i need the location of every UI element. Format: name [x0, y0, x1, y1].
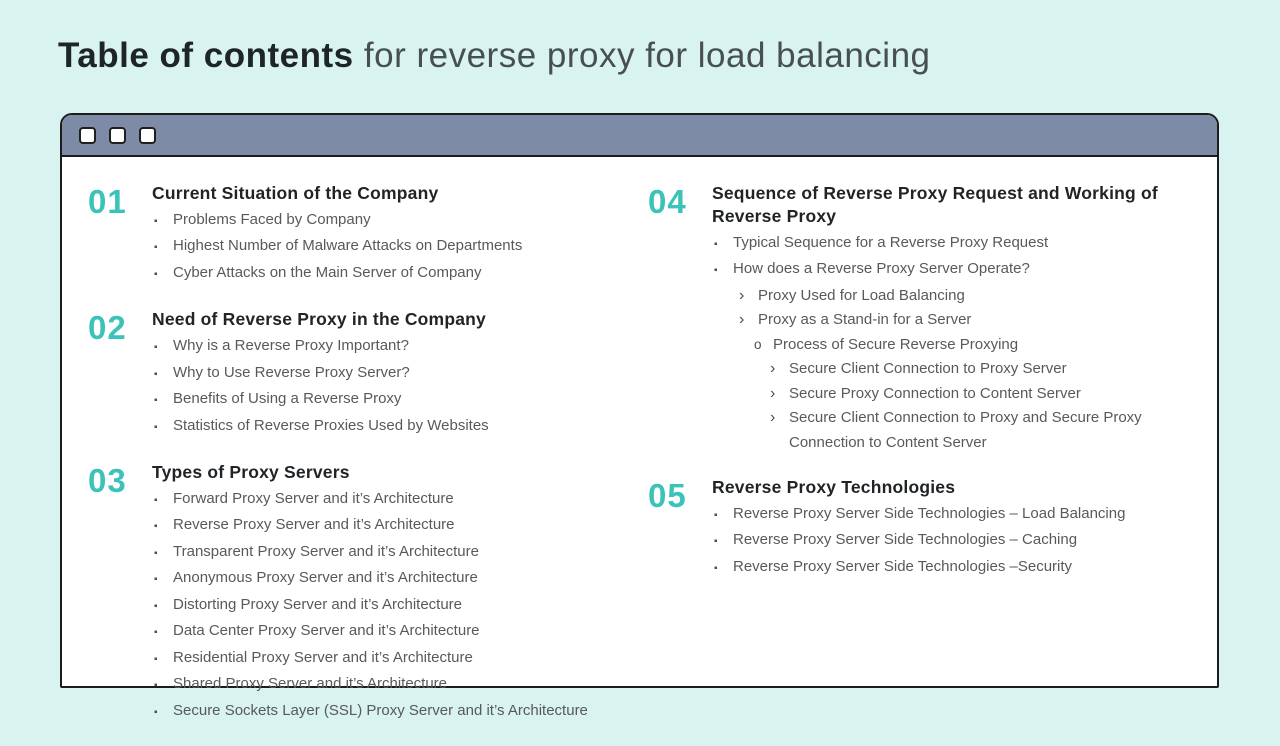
- section-list: [152, 334, 648, 440]
- chevron-bullet-icon: ›: [770, 384, 776, 402]
- toc-section: [88, 308, 648, 440]
- toc-item: [154, 646, 648, 673]
- toc-item-text: Secure Client Connection to Proxy and Secure Proxy Connection to Content Server: [789, 409, 1142, 451]
- section-body: [152, 461, 648, 725]
- toc-item: [154, 208, 648, 235]
- page-title-subtitle: for reverse proxy for load balancing: [353, 36, 931, 75]
- toc-item-text: Data Center Proxy Server and it’s Architecture: [173, 622, 480, 640]
- window-titlebar: [62, 115, 1217, 157]
- toc-item: [154, 593, 648, 620]
- section-list: [152, 487, 648, 726]
- toc-item: [154, 672, 648, 699]
- window-control-icon[interactable]: [139, 127, 156, 144]
- toc-column-right: [648, 182, 1209, 746]
- toc-item: [714, 528, 1209, 555]
- toc-item: [154, 234, 648, 261]
- square-bullet-icon: ▪: [154, 368, 158, 380]
- toc-item: [154, 566, 648, 593]
- circle-bullet-icon: o: [754, 336, 762, 352]
- toc-item-text: Reverse Proxy Server Side Technologies –Security: [733, 557, 1073, 575]
- toc-item-text: Benefits of Using a Reverse Proxy: [173, 390, 402, 407]
- square-bullet-icon: ▪: [154, 268, 158, 280]
- toc-item: [770, 406, 1209, 455]
- toc-column-left: [88, 182, 648, 746]
- square-bullet-icon: ▪: [154, 547, 158, 559]
- toc-section: [648, 476, 1209, 581]
- window-control-icon[interactable]: [109, 127, 126, 144]
- toc-section: [648, 182, 1209, 455]
- square-bullet-icon: ▪: [714, 509, 718, 521]
- chevron-bullet-icon: ›: [739, 286, 745, 304]
- toc-item-text: Why is a Reverse Proxy Important?: [173, 337, 409, 354]
- chevron-bullet-icon: ›: [739, 311, 745, 328]
- square-bullet-icon: ▪: [154, 653, 158, 665]
- toc-item: [739, 308, 1209, 333]
- toc-item-text: Secure Client Connection to Proxy Server: [789, 360, 1067, 377]
- toc-content: [62, 157, 1217, 746]
- section-number: 02: [88, 309, 127, 347]
- toc-item-text: Anonymous Proxy Server and it’s Architecture: [173, 569, 478, 587]
- toc-item: [714, 231, 1209, 258]
- square-bullet-icon: ▪: [154, 395, 158, 406]
- window-control-icon[interactable]: [79, 127, 96, 144]
- toc-item-text: Reverse Proxy Server and it’s Architecture: [173, 516, 455, 534]
- browser-window-frame: [60, 113, 1219, 719]
- chevron-bullet-icon: ›: [770, 409, 776, 426]
- toc-item-text: Secure Proxy Connection to Content Server: [789, 384, 1081, 402]
- square-bullet-icon: ▪: [154, 421, 158, 433]
- toc-item-text: Secure Sockets Layer (SSL) Proxy Server and it’s Architecture: [173, 701, 588, 719]
- section-list: [152, 208, 648, 288]
- section-number: 01: [88, 183, 127, 220]
- toc-item: [154, 487, 648, 514]
- square-bullet-icon: ▪: [154, 342, 158, 353]
- toc-item-text: Highest Number of Malware Attacks on Departments: [173, 237, 523, 255]
- section-heading: Types of Proxy Servers: [152, 462, 350, 482]
- toc-item-text: Distorting Proxy Server and it’s Architecture: [173, 595, 463, 613]
- section-list: [712, 502, 1209, 582]
- square-bullet-icon: ▪: [714, 265, 718, 276]
- section-body: [152, 308, 648, 440]
- section-body: [712, 476, 1209, 581]
- toc-item-text: Typical Sequence for a Reverse Proxy Request: [733, 233, 1049, 251]
- toc-item-text: Reverse Proxy Server Side Technologies – Caching: [733, 531, 1078, 549]
- square-bullet-icon: ▪: [714, 562, 718, 574]
- section-heading: Need of Reverse Proxy in the Company: [152, 309, 486, 330]
- section-heading: Current Situation of the Company: [152, 183, 439, 203]
- square-bullet-icon: ▪: [154, 215, 158, 227]
- toc-section: [88, 461, 648, 725]
- toc-item: [770, 357, 1209, 382]
- square-bullet-icon: ▪: [154, 627, 158, 639]
- toc-item-text: Why to Use Reverse Proxy Server?: [173, 363, 410, 381]
- section-heading: Reverse Proxy Technologies: [712, 477, 956, 497]
- toc-item: [754, 333, 1209, 358]
- toc-item-text: Reverse Proxy Server Side Technologies – Load Balancing: [733, 504, 1126, 522]
- square-bullet-icon: ▪: [154, 521, 158, 533]
- section-number: 05: [648, 477, 687, 514]
- page-title-main: Table of contents: [58, 36, 354, 75]
- toc-item-text: Residential Proxy Server and it’s Architecture: [173, 648, 473, 666]
- toc-item: [714, 502, 1209, 529]
- square-bullet-icon: ▪: [714, 536, 718, 548]
- toc-section: [88, 182, 648, 287]
- square-bullet-icon: ▪: [154, 706, 158, 718]
- page-title: [58, 36, 931, 76]
- toc-item: [714, 257, 1209, 284]
- toc-item: [154, 513, 648, 540]
- toc-item: [739, 284, 1209, 309]
- toc-item-text: Problems Faced by Company: [173, 210, 371, 228]
- square-bullet-icon: ▪: [154, 574, 158, 586]
- toc-item-text: Proxy as a Stand-in for a Server: [758, 311, 972, 328]
- square-bullet-icon: ▪: [714, 238, 718, 250]
- toc-item: [154, 334, 648, 361]
- toc-item-text: Shared Proxy Server and it’s Architecture: [173, 675, 448, 693]
- toc-item: [154, 361, 648, 388]
- toc-item: [154, 414, 648, 441]
- toc-item: [770, 382, 1209, 407]
- section-list: [712, 231, 1209, 456]
- square-bullet-icon: ▪: [154, 242, 158, 254]
- toc-item: [154, 540, 648, 567]
- toc-item: [714, 555, 1209, 582]
- section-body: [152, 182, 648, 287]
- toc-item-text: Proxy Used for Load Balancing: [758, 286, 965, 304]
- section-body: [712, 182, 1209, 455]
- toc-item-text: How does a Reverse Proxy Server Operate?: [733, 260, 1030, 277]
- toc-item: [154, 261, 648, 288]
- section-number: 04: [648, 183, 687, 220]
- chevron-bullet-icon: ›: [770, 360, 776, 377]
- square-bullet-icon: ▪: [154, 680, 158, 692]
- square-bullet-icon: ▪: [154, 600, 158, 612]
- toc-item-text: Statistics of Reverse Proxies Used by Websites: [173, 416, 489, 434]
- toc-item: [154, 387, 648, 414]
- toc-item-text: Forward Proxy Server and it’s Architecture: [173, 489, 454, 507]
- toc-item: [154, 699, 648, 726]
- section-number: 03: [88, 462, 127, 499]
- toc-item-text: Process of Secure Reverse Proxying: [773, 335, 1019, 353]
- toc-item: [154, 619, 648, 646]
- square-bullet-icon: ▪: [154, 494, 158, 506]
- toc-item-text: Transparent Proxy Server and it’s Architecture: [173, 542, 479, 560]
- section-heading: Sequence of Reverse Proxy Request and Working of Reverse Proxy: [712, 183, 1158, 226]
- toc-item-text: Cyber Attacks on the Main Server of Company: [173, 263, 482, 281]
